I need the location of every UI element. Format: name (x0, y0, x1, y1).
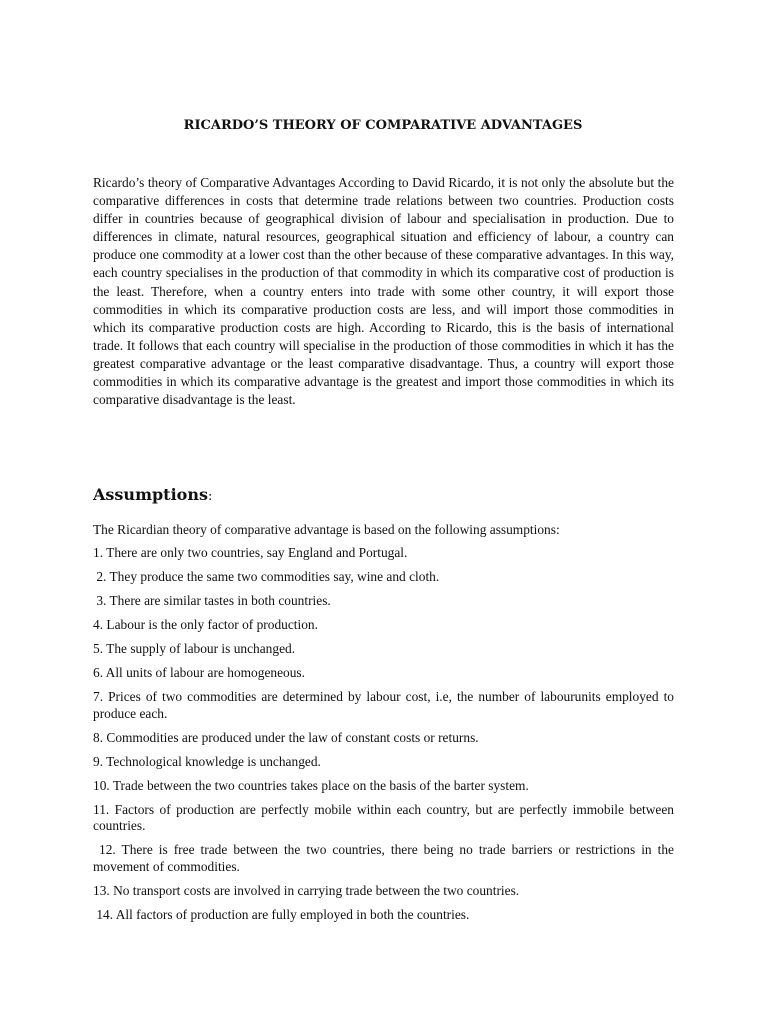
assumption-item-12: 12. There is free trade between the two countries, there being no trade barriers or restrictions in the movement of commodities. (93, 842, 678, 874)
assumption-item-2: 2. They produce the same two commodities say, wine and cloth. (93, 569, 440, 584)
assumption-item-14: 14. All factors of production are fully employed in both the countries. (93, 906, 470, 922)
assumption-item-4: 4. Labour is the only factor of production. (93, 617, 318, 632)
assumption-item-3: 3. There are similar tastes in both countries. (93, 593, 331, 608)
assumption-item-11: 11. Factors of production are perfectly mobile within each country, but are perfectly immobile between countries. (93, 801, 678, 833)
assumption-item-9: 9. Technological knowledge is unchanged. (93, 753, 321, 769)
assumption-item-1: 1. There are only two countries, say England and Portugal. (93, 545, 408, 560)
assumptions-heading (93, 485, 212, 504)
assumptions-intro: The Ricardian theory of comparative advantage is based on the following assumptions: (93, 522, 560, 537)
assumption-item-10: 10. Trade between the two countries takes place on the basis of the barter system. (93, 777, 529, 793)
assumption-item-5: 5. The supply of labour is unchanged. (93, 641, 296, 656)
assumption-item-13: 13. No transport costs are involved in carrying trade between the two countries. (93, 882, 520, 898)
document-title: RICARDO’S THEORY OF COMPARATIVE ADVANTAGES (183, 118, 583, 133)
assumptions-list (93, 545, 678, 931)
assumption-item-8: 8. Commodities are produced under the law of constant costs or returns. (93, 729, 479, 745)
assumptions-heading-text: Assumptions (93, 485, 208, 504)
assumption-item-6: 6. All units of labour are homogeneous. (93, 665, 305, 680)
intro-paragraph: Ricardo’s theory of Comparative Advantages According to David Ricardo, it is not only the absolute but the comparative differences in costs that determine trade relations between two countries. Production costs differ in countries because of geographical division of labour and specialisation in production. Due to differences in climate, natural resources, geographical situation and efficiency of labour, a country can produce one commodity at a lower cost than the other because of these comparative advantages. In this way, each country specialises in the production of that commodity in which its comparative cost of production is the least. Therefore, when a country enters into trade with some other country, it will export those commodities in which its comparative production costs are less, and will import those commodities in which its comparative production costs are high. According to Ricardo, this is the basis of international trade. It follows that each country will specialise in the production of those commodities in which it has the greatest comparative advantage or the least comparative disadvantage. Thus, a country will export those commodities in which its comparative advantage is the greatest and import those commodities in which its comparative disadvantage is the least. (93, 175, 674, 408)
assumptions-heading-colon: : (207, 489, 213, 504)
assumption-item-7: 7. Prices of two commodities are determined by labour cost, i.e, the number of labourunits employed to produce each. (93, 689, 678, 721)
